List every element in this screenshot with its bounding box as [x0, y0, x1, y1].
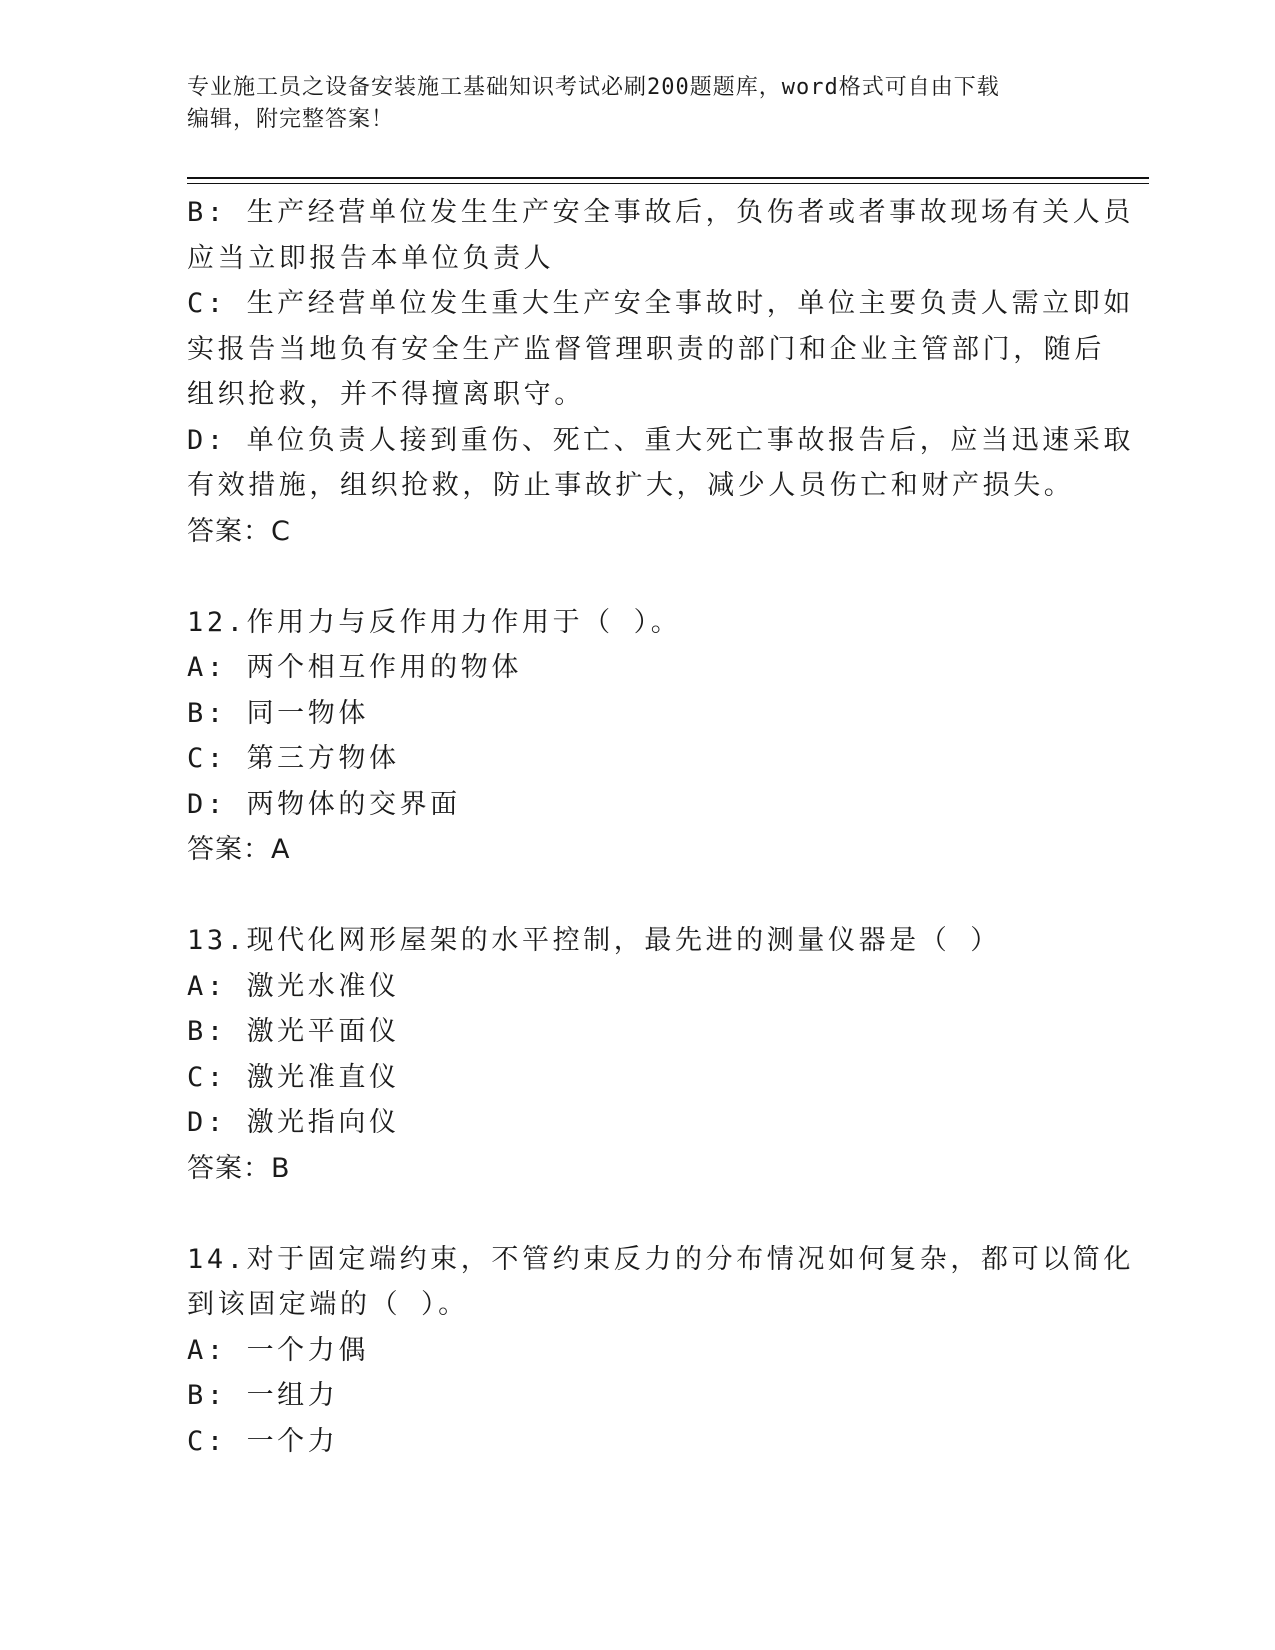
question-11-block — [187, 190, 1134, 554]
q13-option-a: A: 激光水准仪 — [187, 970, 400, 1002]
q11-option-d-line-2: 有效措施，组织抢救，防止事故扩大，减少人员伤亡和财产损失。 — [187, 470, 1075, 501]
q11-option-c-line-3: 组织抢救，并不得擅离职守。 — [187, 379, 585, 410]
q12-option-b: B: 同一物体 — [187, 697, 369, 729]
question-14-block — [187, 1237, 1134, 1465]
q11-option-c-line-2: 实报告当地负有安全生产监督管理职责的部门和企业主管部门，随后 — [187, 333, 1105, 365]
q11-option-b-line-1: B: 生产经营单位发生生产安全事故后，负伤者或者事故现场有关人员 — [187, 197, 1134, 228]
question-12-block — [187, 600, 1087, 873]
q11-option-b-line-2: 应当立即报告本单位负责人 — [187, 242, 555, 274]
document-header — [187, 72, 1067, 136]
header-divider-thick — [187, 177, 1149, 179]
q13-option-d: D: 激光指向仪 — [187, 1107, 400, 1138]
q12-answer: 答案：A — [187, 834, 291, 865]
q14-option-a: A: 一个力偶 — [187, 1334, 369, 1366]
q14-question-line-2: 到该固定端的（ ）。 — [187, 1289, 469, 1320]
header-title-line-2: 编辑，附完整答案！ — [187, 107, 395, 132]
header-title-line-1: 专业施工员之设备安装施工基础知识考试必刷200题题库，word格式可自由下载 — [187, 75, 1000, 100]
q11-option-d-line-1: D: 单位负责人接到重伤、死亡、重大死亡事故报告后，应当迅速采取 — [187, 424, 1134, 456]
q13-option-b: B: 激光平面仪 — [187, 1016, 400, 1047]
q12-option-d: D: 两物体的交界面 — [187, 788, 461, 820]
q12-question: 12.作用力与反作用力作用于（ ）。 — [187, 606, 682, 638]
q13-question: 13.现代化网形屋架的水平控制，最先进的测量仪器是（ ） — [187, 925, 1001, 956]
header-divider-thin — [187, 183, 1149, 184]
q14-option-b: B: 一组力 — [187, 1380, 339, 1411]
q13-answer: 答案：B — [187, 1152, 291, 1184]
document-body — [187, 190, 1134, 1464]
question-13-block — [187, 918, 1087, 1191]
q11-option-c-line-1: C: 生产经营单位发生重大生产安全事故时，单位主要负责人需立即如 — [187, 288, 1134, 319]
spacer — [187, 873, 1087, 919]
q12-option-c: C: 第三方物体 — [187, 743, 400, 774]
q11-answer: 答案：C — [187, 515, 291, 547]
spacer — [187, 554, 1087, 600]
q14-question-line-1: 14.对于固定端约束，不管约束反力的分布情况如何复杂，都可以简化 — [187, 1243, 1134, 1275]
spacer — [187, 1191, 1087, 1237]
q13-option-c: C: 激光准直仪 — [187, 1061, 400, 1093]
q12-option-a: A: 两个相互作用的物体 — [187, 652, 522, 683]
q14-option-c: C: 一个力 — [187, 1425, 339, 1457]
